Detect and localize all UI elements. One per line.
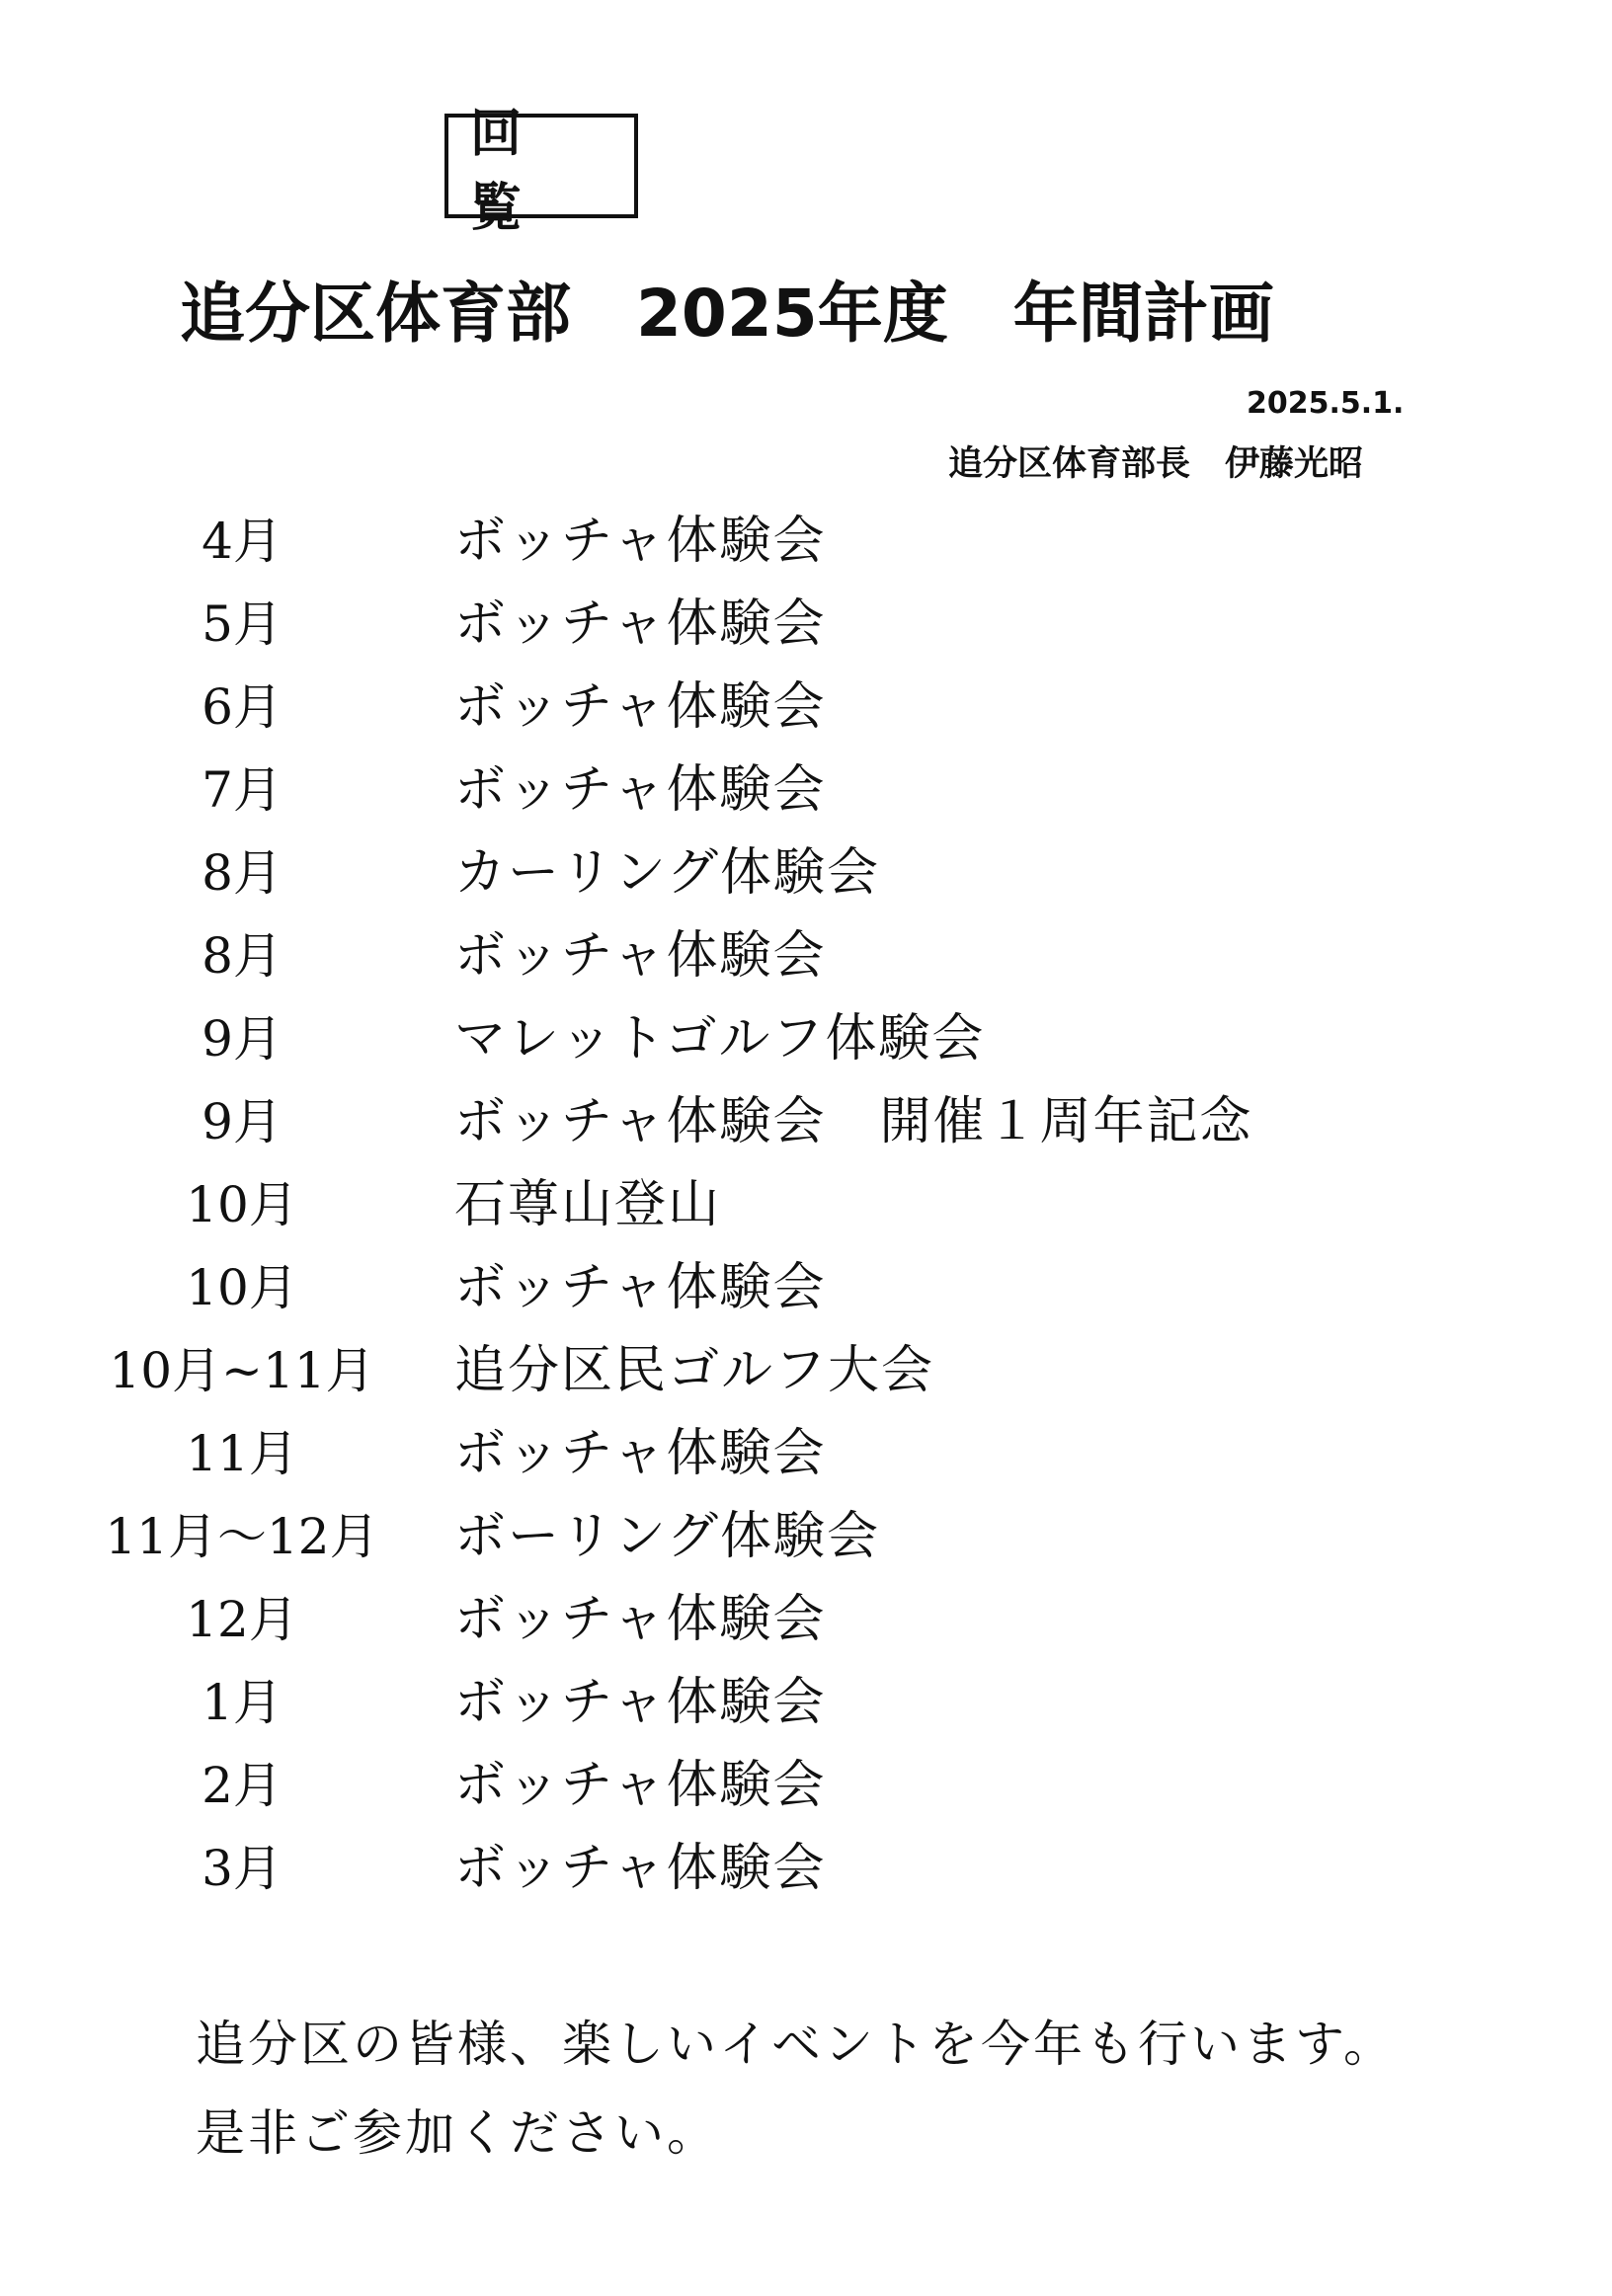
schedule-month: 5月 <box>202 595 282 653</box>
document-author: 追分区体育部長 伊藤光昭 <box>948 444 1364 484</box>
annual-schedule <box>0 502 1612 1912</box>
schedule-row <box>0 751 1612 833</box>
schedule-event: ボッチャ体験会 <box>454 926 827 986</box>
schedule-month: 10月~11月 <box>109 1342 375 1399</box>
schedule-event: ボッチャ体験会 開催１周年記念 <box>454 1092 1253 1151</box>
schedule-event: ボッチャ体験会 <box>454 1673 827 1732</box>
schedule-event: マレットゴルフ体験会 <box>454 1009 986 1069</box>
schedule-month: 12月 <box>186 1591 298 1648</box>
schedule-row <box>0 1497 1612 1580</box>
schedule-event: ボーリング体験会 <box>454 1507 880 1566</box>
schedule-month: 7月 <box>202 761 282 819</box>
schedule-row <box>0 585 1612 668</box>
schedule-month: 8月 <box>202 844 282 902</box>
schedule-row <box>0 916 1612 999</box>
schedule-month: 2月 <box>202 1757 282 1814</box>
schedule-event: ボッチャ体験会 <box>454 512 827 571</box>
schedule-event: ボッチャ体験会 <box>454 1590 827 1649</box>
schedule-month: 11月 <box>186 1425 298 1482</box>
schedule-event: カーリング体験会 <box>454 843 880 903</box>
closing-message-line-1: 追分区の皆様、楽しいイベントを今年も行います。 <box>196 2016 1396 2073</box>
schedule-row <box>0 668 1612 751</box>
schedule-event: ボッチャ体験会 <box>454 1839 827 1898</box>
schedule-month: 10月 <box>186 1259 298 1316</box>
circulation-stamp <box>444 105 638 238</box>
schedule-event: ボッチャ体験会 <box>454 594 827 654</box>
schedule-row <box>0 1580 1612 1663</box>
schedule-row <box>0 1248 1612 1331</box>
schedule-month: 8月 <box>202 927 282 985</box>
schedule-row <box>0 1746 1612 1829</box>
circulation-label: 回 覧 <box>470 105 544 238</box>
schedule-row <box>0 502 1612 585</box>
closing-message <box>196 2000 1396 2177</box>
schedule-event: ボッチャ体験会 <box>454 1258 827 1317</box>
schedule-month: 6月 <box>202 678 282 736</box>
schedule-event: ボッチャ体験会 <box>454 1756 827 1815</box>
schedule-event: 追分区民ゴルフ大会 <box>454 1341 935 1400</box>
schedule-month: 4月 <box>202 513 282 570</box>
schedule-row <box>0 1414 1612 1497</box>
schedule-row <box>0 1829 1612 1912</box>
schedule-row <box>0 1165 1612 1248</box>
schedule-month: 9月 <box>202 1093 282 1150</box>
schedule-row <box>0 833 1612 916</box>
schedule-month: 3月 <box>202 1840 282 1897</box>
closing-message-line-2: 是非ご参加ください。 <box>196 2104 719 2162</box>
schedule-event: ボッチャ体験会 <box>454 677 827 737</box>
schedule-event: 石尊山登山 <box>454 1175 722 1234</box>
schedule-row <box>0 999 1612 1082</box>
schedule-event: ボッチャ体験会 <box>454 1424 827 1483</box>
schedule-event: ボッチャ体験会 <box>454 760 827 820</box>
schedule-month: 1月 <box>202 1674 282 1731</box>
schedule-row <box>0 1331 1612 1414</box>
schedule-month: 11月～12月 <box>105 1508 379 1565</box>
schedule-month: 10月 <box>186 1176 298 1233</box>
schedule-row <box>0 1663 1612 1746</box>
schedule-row <box>0 1082 1612 1165</box>
document-date: 2025.5.1. <box>1247 386 1405 421</box>
schedule-month: 9月 <box>202 1010 282 1068</box>
page-title: 追分区体育部 2025年度 年間計画 <box>180 276 1274 352</box>
